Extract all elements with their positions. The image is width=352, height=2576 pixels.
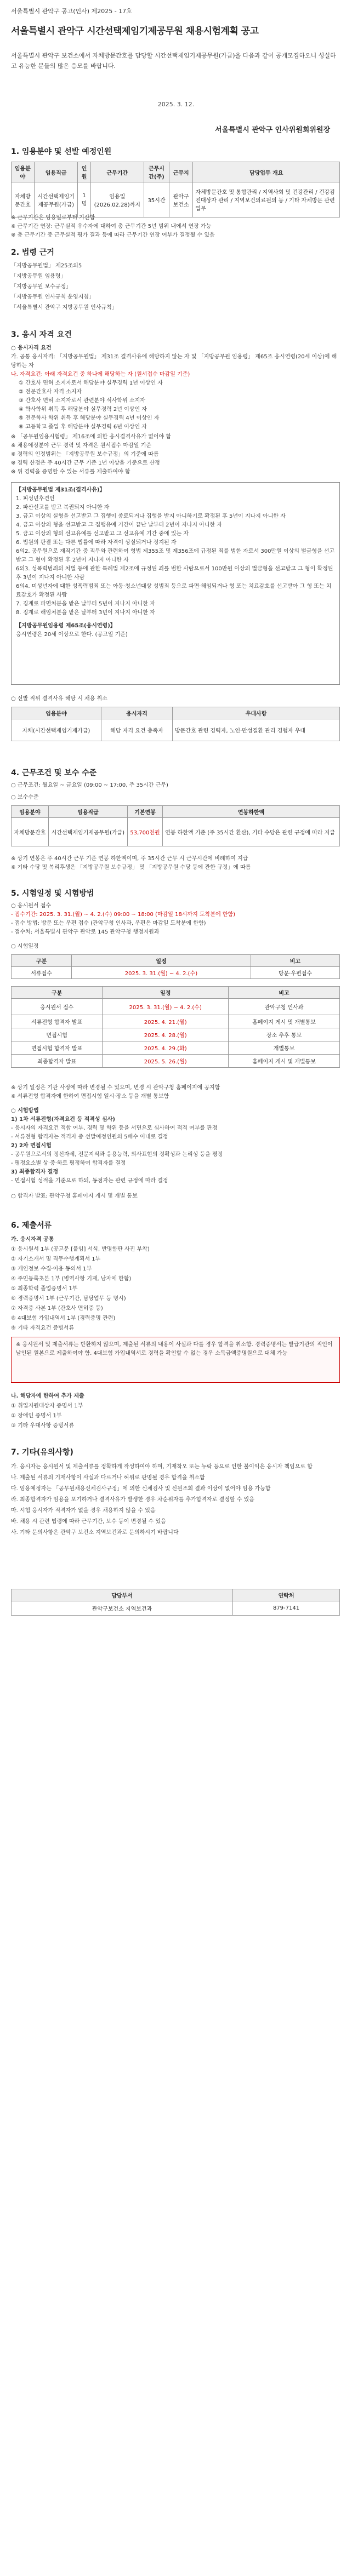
disqualification-box [11,482,340,685]
note-item: 나. 제출된 서류의 기재사항이 사실과 다르거나 허위로 판명될 경우 합격을 취소함 [11,1475,205,1481]
table-header: 응시자격 [101,707,172,719]
eligibility-notes [11,433,340,477]
note-item: 다. 임용예정자는 「공무원채용신체검사규정」에 의한 신체검사 및 신원조회 결과 이상이 없어야 임용 가능함 [11,1486,271,1492]
document-item: ③ 개인정보 수집·이용 동의서 1부 [11,1266,92,1272]
box-line: 4. 금고 이상의 형을 선고받고 그 집행유예 기간이 끝난 날부터 2년이 지나지 아니한 자 [16,522,223,528]
table-cell: 관악구 보건소 [169,182,193,217]
table-cell: 자체방문간호 [12,818,49,846]
table-cell: 개별통보 [229,1041,340,1055]
law-item: 「서울특별시 관악구 지방공무원 인사규칙」 [11,305,117,311]
table-cell: 면접시험 합격자 발표 [12,1041,103,1055]
table-cell: 자체방문간호 및 통합관리 / 지역사회 및 건강관리 / 건강검진대상자 관리 / 지역보건의료원의 등 / 기타 자체방문 관련 업무 [193,182,340,217]
law-item: 「지방공무원 임용령」 [11,273,66,279]
note-line: ※ 서류전형 합격자에 한하여 면접시험 일시·장소 등을 개별 통보함 [11,1094,169,1100]
note-line: ※ 위 경력을 증명할 수 있는 서류를 제출하여야 함 [11,469,130,475]
table-cell: 시간선택제임기제공무원(가급) [48,818,127,846]
additional-documents [11,1392,340,1431]
box-line: 2. 파산선고를 받고 복권되지 아니한 자 [16,505,110,511]
eligibility-lead: ○ 응시자격 요건 [11,345,52,351]
eligibility-item: 나. 자격요건: 아래 자격요건 중 하나에 해당하는 자 (원서접수 마감일 기준) [11,371,190,377]
additional-item: ③ 기타 우대사항 증빙서류 [11,1423,75,1429]
table-header: 임용분야 [12,707,101,719]
table-header: 담당부서 [12,1589,233,1601]
eligibility-item: ① 간호사 면허 소지자로서 해당분야 실무경력 1년 이상인 자 [19,380,163,386]
additional-item: ② 장애인 증명서 1부 [11,1413,62,1419]
box-title: 【지방공무원임용령 제65조(응시연령)】 [16,623,116,629]
table-cell: 35시간 [144,182,169,217]
eligibility-item: ② 전문간호사 자격 소지자 [19,389,82,395]
table-header: 비고 [251,955,339,967]
table1-notes [11,214,340,240]
application-item: - 접수 방법: 방문 또는 우편 접수 (관악구청 인사과, 우편은 마감일 도착분에 한함) [11,920,206,926]
application-item: - 접수처: 서울특별시 관악구 관악로 145 관악구청 행정지원과 [11,929,160,935]
table-header: 구분 [12,955,72,967]
table-header: 기본연봉 [128,806,163,818]
announcement-info: ○ 합격자 발표: 관악구청 홈페이지 게시 및 개별 통보 [11,1193,138,1199]
box-line: 6의4. 미성년자에 대한 성폭력범죄 또는 아동·청소년대상 성범죄 등으로 파면·해임되거나 형 또는 치료감호를 선고받아 그 형 또는 치료감호가 확정된 사람 [16,583,332,598]
box-line: 6의3. 성폭력범죄의 처벌 등에 관한 특례법 제2조에 규정된 죄를 범한 사람으로서 100만원 이상의 벌금형을 선고받고 그 형이 확정된 후 3년이 지나지 아니한 사람 [16,566,333,581]
note-item: 라. 최종합격자가 임용을 포기하거나 결격사유가 발생한 경우 차순위자를 추가합격자로 결정할 수 있음 [11,1497,254,1503]
note-line: ※ 경력 산정은 주 40시간 근무 기준 1년 이상을 기준으로 산정 [11,460,160,466]
document-item: ⑤ 최종학력 졸업증명서 1부 [11,1286,78,1292]
box-line: 7. 징계로 파면처분을 받은 날부터 5년이 지나지 아니한 자 [16,601,155,607]
table-header: 근무시간(주) [144,162,169,182]
table-cell: 2025. 3. 31.(월) ~ 4. 2.(수) [72,967,251,979]
box-line: 8. 징계로 해임처분을 받은 날부터 3년이 지나지 아니한 자 [16,610,155,616]
section-7-heading: 7. 기타(유의사항) [11,1448,73,1457]
notes-list [11,1462,340,1538]
exam-methods [11,1107,340,1186]
eligibility-item: ⑥ 고등학교 졸업 후 해당분야 실무경력 6년 이상인 자 [19,424,147,430]
note-line: ※ 총 근무기간 중 근무실적 평가 결과 등에 따라 근무기간 연장 여부가 결정될 수 있음 [11,232,215,238]
note-line: ※ 근무기간 연장: 근무실적 우수자에 대하여 총 근무기간 5년 범위 내에서 연장 가능 [11,224,212,230]
table-header-row [12,987,340,999]
table-header: 일정 [72,955,251,967]
method-item: - 평정요소별 상·중·하로 평정하여 합격자를 결정 [11,1160,126,1166]
documents-list [11,1235,340,1333]
table-cell: 방문·우편접수 [251,967,339,979]
section-1-heading: 1. 임용분야 및 선발 예정인원 [11,147,112,156]
law-item: 「지방공무원 보수규정」 [11,284,72,290]
table-row [12,818,340,846]
document-item: ⑧ 4대보험 가입내역서 1부 (경력증명 관련) [11,1315,116,1321]
table-header: 임용분야 [12,806,49,818]
table-cell: 응시원서 접수 [12,999,103,1015]
table-header-row [12,806,340,818]
table-cell: 관악구보건소 지역보건과 [12,1601,233,1616]
method-item: 1) 1차 서류전형(자격요건 등 적격성 심사) [11,1117,115,1123]
table-cell: 2025. 4. 28.(월) [103,1028,229,1041]
law-item: 「지방공무원 인사규칙 운영지침」 [11,294,94,300]
table-cell: 홈페이지 게시 및 개별통보 [229,1055,340,1068]
schedule-lead: ○ 시험일정 [11,943,39,949]
reception-table [11,954,340,979]
table-header: 연락처 [233,1589,340,1601]
table-header: 우대사항 [173,707,340,719]
table-header: 근무지 [169,162,193,182]
document-item: ① 응시원서 1부 (공고문 [붙임] 서식, 반명함판 사진 부착) [11,1246,150,1252]
table-row [12,1055,340,1068]
table-cell: 1명 [78,182,90,217]
law-item: 「지방공무원법」 제25조의5 [11,263,82,269]
application-lead: ○ 응시원서 접수 [11,903,52,909]
eligibility-item: 가. 공통 응시자격: 「지방공무원법」 제31조 결격사유에 해당하지 않는 자 및 「지방공무원 임용령」 제65조 응시연령(20세 이상)에 해당하는 자 [11,354,337,369]
documents-notice-box: ※ 응시원서 및 제출서류는 반환하지 않으며, 제출된 서류의 내용이 사실과 다를 경우 합격을 취소함. 경력증명서는 발급기관의 직인이 날인된 원본으로 제출하여야 함. 4대보험 가입내역서로 경력을 확인할 수 없는 경우 소득금액증명원으로 대체 가능 [11,1337,340,1383]
documents-lead: 가. 응시자격 공통 [11,1237,54,1243]
pay-table [11,805,340,846]
section-6-heading: 6. 제출서류 [11,1221,52,1230]
table-row [12,967,340,979]
table-cell: 서류전형 합격자 발표 [12,1015,103,1028]
eligibility-item: ④ 학사학위 취득 후 해당분야 실무경력 2년 이상인 자 [19,407,147,413]
table-row [12,999,340,1015]
table-header-row [12,955,340,967]
table-cell: 시간선택제임기제공무원(가급) [34,182,78,217]
methods-lead: ○ 시험방법 [11,1108,39,1114]
box-line: 6. 법원의 판결 또는 다른 법률에 따라 자격이 상실되거나 정지된 자 [16,540,177,546]
table-header: 연봉하한액 [163,806,340,818]
table-header: 임용직급 [34,162,78,182]
note-item: 가. 응시자는 응시원서 및 제출서류를 정확하게 작성하여야 하며, 기재착오 또는 누락 등으로 인한 불이익은 응시자 책임으로 함 [11,1464,313,1470]
table-cell: 2025. 3. 31.(월) ~ 4. 2.(수) [103,999,229,1015]
note-item: 마. 시험 응시자가 적격자가 없을 경우 채용하지 않을 수 있음 [11,1508,156,1514]
pay-lead: ○ 보수수준 [11,794,39,800]
note-line: ※ 기타 수당 및 복리후생은 「지방공무원 보수규정」 및 「지방공무원 수당 등에 관한 규정」에 따름 [11,865,251,871]
table-cell: 연봉 하한액 기준 (주 35시간 환산), 기타 수당은 관련 규정에 따라 지급 [163,818,340,846]
table-cell: 장소 추후 통보 [229,1028,340,1041]
notice-number: 서울특별시 관악구 공고(인사) 제2025 - 17호 [11,8,132,15]
eligibility-item: ③ 간호사 면허 소지자로서 관련분야 석사학위 소지자 [19,398,145,404]
note-line: ※ 근무기간은 임용일로부터 기산함 [11,215,95,221]
table-cell: 2025. 4. 29.(화) [103,1041,229,1055]
pay-notes [11,855,340,872]
box-line: 6의2. 공무원으로 재직기간 중 직무와 관련하여 형법 제355조 및 제356조에 규정된 죄를 범한 자로서 300만원 이상의 벌금형을 선고받고 그 형이 확정된 후 2년이 지나지 아니한 자 [16,548,335,563]
table-cell: 53,700천원 [128,818,163,846]
table-header-row [12,707,340,719]
table-cell: 서류접수 [12,967,72,979]
application-info [11,902,340,937]
extra-lead: ○ 선발 직위 결격사유 해당 시 채용 취소 [11,696,107,702]
table-header: 구분 [12,987,103,999]
note-line: ※ 상기 일정은 기관 사정에 따라 변경될 수 있으며, 변경 시 관악구청 홈페이지에 공지함 [11,1085,220,1091]
method-item: 3) 최종합격자 결정 [11,1169,59,1175]
contact-table [11,1589,340,1616]
table-cell: 임용일(2026.02.28)까지 [90,182,144,217]
box-title: 【지방공무원법 제31조(결격사유)】 [16,487,105,493]
table-header: 근무기간 [90,162,144,182]
box-line: 5. 금고 이상의 형의 선고유예를 선고받고 그 선고유예 기간 중에 있는 자 [16,531,189,537]
additional-item: ① 취업지원대상자 증명서 1부 [11,1403,83,1409]
method-item: - 면접시험 성적을 기준으로 하되, 동점자는 관련 규정에 따라 결정 [11,1178,168,1184]
table-cell: 최종합격자 발표 [12,1055,103,1068]
table-cell: 방문간호 관련 경력자, 노인·만성질환 관리 경험자 우대 [173,719,340,741]
table-cell: 자체방문간호 [12,182,35,217]
work-conditions: ○ 근무조건: 월요일 ~ 금요일 (09:00 ~ 17:00, 주 35시간 근무) [11,782,168,788]
eligibility-list [11,344,340,432]
table-cell: 879-7141 [233,1601,340,1616]
table-row [12,182,340,217]
eligibility-item: ⑤ 전문학사 학위 취득 후 해당분야 실무경력 4년 이상인 자 [19,415,160,421]
table-header: 담당업무 개요 [193,162,340,182]
table-cell: 자체(시간선택제임기제가급) [12,719,101,741]
table-cell: 면접시험 [12,1028,103,1041]
note-line: ※ 채용예정분야 근무 경력 및 자격은 원서접수 마감일 기준 [11,443,151,449]
preference-table [11,707,340,741]
box-line: 3. 금고 이상의 실형을 선고받고 그 집행이 종료되거나 집행을 받지 아니하기로 확정된 후 5년이 지나지 아니한 자 [16,513,286,519]
note-line: ※ 상기 연봉은 주 40시간 근무 기준 연봉 하한액이며, 주 35시간 근무 시 근무시간에 비례하여 지급 [11,856,248,862]
document-item: ⑨ 기타 자격요건 증빙서류 [11,1325,75,1331]
method-item: 2) 2차 면접시험 [11,1143,52,1149]
table-header: 비고 [229,987,340,999]
positions-table [11,162,340,217]
table-header-row [12,1589,340,1601]
note-item: 바. 채용 시 관련 법령에 따라 근무기간, 보수 등이 변경될 수 있음 [11,1519,166,1525]
document-item: ⑦ 자격증 사본 1부 (간호사 면허증 등) [11,1306,103,1312]
method-item: - 서류전형 합격자는 적격자 중 선발예정인원의 5배수 이내로 결정 [11,1134,168,1140]
announcement-date: 2025. 3. 12. [157,101,195,108]
table-header: 임용직급 [48,806,127,818]
section-4-heading: 4. 근무조건 및 보수 수준 [11,769,97,777]
box-line: 응시연령은 20세 이상으로 한다. (공고일 기준) [16,632,128,638]
table-row [12,1601,340,1616]
table-row [12,719,340,741]
schedule-notes [11,1084,340,1101]
page-title: 서울특별시 관악구 시간선택제임기제공무원 채용시험계획 공고 [11,26,259,37]
table-header-row [12,162,340,182]
document-item: ② 자기소개서 및 직무수행계획서 1부 [11,1256,101,1262]
table-header: 일정 [103,987,229,999]
note-line: ※ 경력의 인정범위는 「지방공무원 보수규정」의 기준에 따름 [11,451,159,457]
table-header: 인원 [78,162,90,182]
table-cell: 2025. 5. 26.(월) [103,1055,229,1068]
note-item: 사. 기타 문의사항은 관악구 보건소 지역보건과로 문의하시기 바랍니다 [11,1530,179,1536]
section-5-heading: 5. 시험일정 및 시험방법 [11,889,94,898]
section-2-heading: 2. 법령 근거 [11,248,54,257]
table-row [12,1041,340,1055]
box-line: 1. 피성년후견인 [16,496,55,502]
schedule-table [11,986,340,1068]
table-cell: 홈페이지 게시 및 개별통보 [229,1015,340,1028]
table-row [12,1015,340,1028]
document-item: ④ 주민등록초본 1부 (병역사항 기재, 남자에 한함) [11,1276,132,1282]
note-line: ※ 「공무원임용시험령」 제16조에 의한 응시결격사유가 없어야 함 [11,434,172,440]
table-header: 임용분야 [12,162,35,182]
additional-lead: 나. 해당자에 한하여 추가 제출 [11,1393,84,1399]
intro-paragraph: 서울특별시 관악구 보건소에서 자체방문간호를 담당할 시간선택제임기제공무원(가급)을 다음과 같이 공개모집하오니 성실하고 유능한 분들의 많은 응모를 바랍니다. [11,52,336,70]
application-item: - 접수기간: 2025. 3. 31.(월) ~ 4. 2.(수) 09:00 ~ 18:00 (마감일 18시까지 도착분에 한함) [11,912,236,918]
section-3-heading: 3. 응시 자격 요건 [11,330,72,339]
method-item: - 공무원으로서의 정신자세, 전문지식과 응용능력, 의사표현의 정확성과 논리성 등을 평정 [11,1152,223,1158]
method-item: - 응시자의 자격요건 적합 여부, 경력 및 학위 등을 서면으로 심사하여 적격 여부를 판정 [11,1125,218,1131]
table-cell: 해당 자격 요건 충족자 [101,719,172,741]
table-cell: 2025. 4. 21.(월) [103,1015,229,1028]
table-cell: 관악구청 인사과 [229,999,340,1015]
issuer: 서울특별시 관악구 인사위원회위원장 [215,126,330,134]
table-row [12,1028,340,1041]
document-item: ⑥ 경력증명서 1부 (근무기간, 담당업무 등 명시) [11,1296,126,1302]
laws-list [11,261,340,313]
